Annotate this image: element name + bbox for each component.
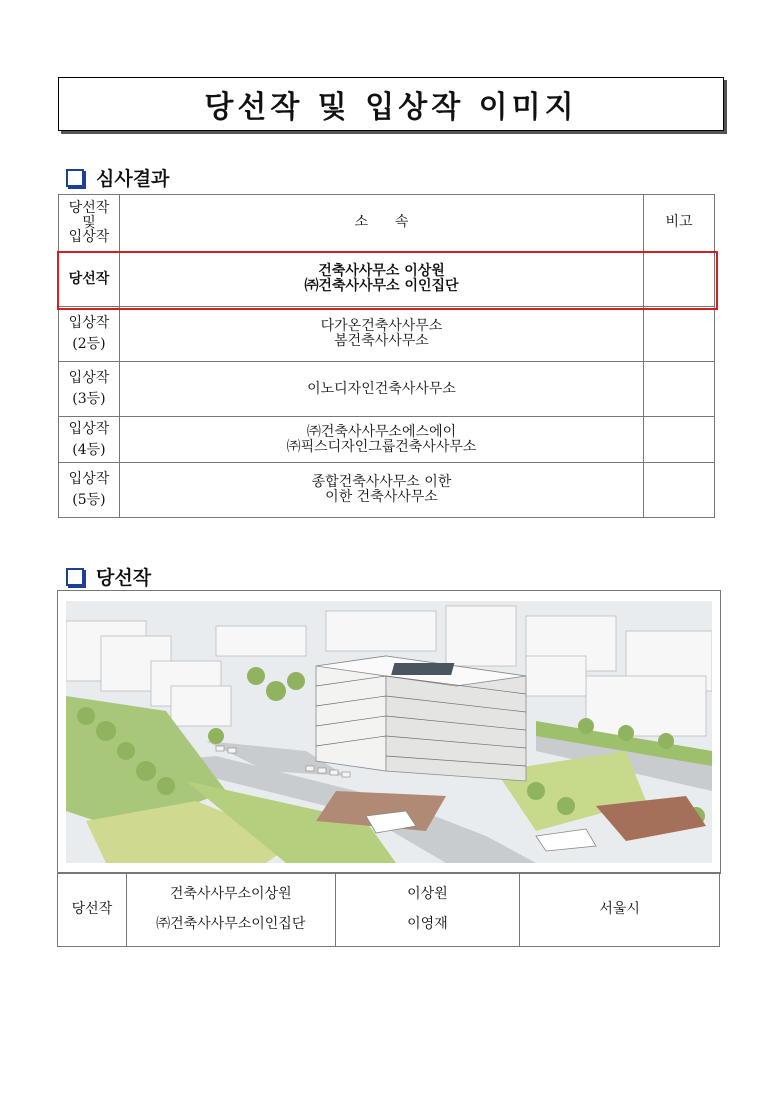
winner-location: 서울시 (520, 873, 720, 947)
table-row (59, 417, 715, 463)
row-note (644, 463, 715, 518)
row-affiliation (119, 307, 643, 362)
row-note (644, 252, 715, 307)
results-header-row (59, 195, 715, 252)
header-rank-line: 당선작 (68, 199, 110, 216)
winner-image-frame (57, 590, 721, 874)
table-row (59, 362, 715, 417)
table-row (59, 463, 715, 518)
header-affiliation-label: 소 속 (354, 214, 409, 231)
row-rank (59, 307, 120, 362)
row-rank (59, 362, 120, 417)
row-rank-line: (5등) (72, 492, 106, 508)
firm-line: ㈜건축사사무소이인집단 (156, 915, 306, 932)
row-rank-line: 입상작 (68, 315, 110, 331)
section-results-heading (66, 164, 169, 191)
row-affiliation (119, 252, 643, 307)
section-results-title: 심사결과 (96, 168, 170, 190)
row-rank-line: 입상작 (68, 420, 110, 437)
section-winner-heading (66, 563, 151, 590)
checkbox-square-icon (66, 568, 84, 586)
results-table (58, 194, 715, 518)
winner-firms (126, 873, 335, 947)
row-rank-line: (3등) (72, 391, 106, 407)
affiliation-line: 봄건축사사무소 (334, 333, 429, 349)
affiliation-line: 종합건축사사무소 이한 (311, 474, 452, 491)
row-rank (59, 463, 120, 518)
table-row (58, 873, 720, 947)
row-note (644, 307, 715, 362)
affiliation-line: 다가온건축사사무소 (320, 318, 443, 335)
affiliation-line: ㈜건축사사무소 이인집단 (304, 278, 459, 294)
affiliation-line: ㈜건축사사무소에스에이 (306, 423, 457, 440)
row-affiliation (119, 463, 643, 518)
page-title: 당선작 및 입상작 이미지 (204, 90, 578, 125)
row-affiliation (119, 417, 643, 463)
header-note: 비고 (644, 195, 715, 252)
section-winner-title: 당선작 (96, 567, 152, 589)
affiliation-line: 건축사사무소 이상원 (318, 263, 445, 280)
row-affiliation (119, 362, 643, 417)
firm-line: 건축사사무소이상원 (169, 886, 292, 903)
table-row (59, 307, 715, 362)
page-title-box (58, 77, 724, 131)
winner-architects (335, 873, 520, 947)
header-rank (59, 195, 120, 252)
row-rank-line: 입상작 (68, 471, 110, 487)
row-note (644, 362, 715, 417)
row-rank-line: 입상작 (68, 370, 110, 386)
row-rank-line: 당선작 (68, 270, 110, 287)
affiliation-line: 이한 건축사사무소 (325, 489, 438, 505)
architect-line: 이영재 (407, 915, 448, 932)
table-row (59, 252, 715, 307)
architect-line: 이상원 (407, 886, 448, 903)
row-note (644, 417, 715, 463)
architectural-rendering-image (66, 601, 712, 863)
checkbox-square-icon (66, 169, 84, 187)
header-affiliation (119, 195, 643, 252)
row-rank-line: (4등) (72, 441, 106, 458)
row-rank-line: (2등) (72, 336, 106, 352)
row-rank (59, 417, 120, 463)
affiliation-line: ㈜픽스디자인그룹건축사사무소 (286, 438, 477, 455)
winner-info-table (57, 872, 720, 947)
affiliation-line: 이노디자인건축사사무소 (307, 380, 456, 397)
winner-label: 당선작 (58, 873, 127, 947)
row-rank (59, 252, 120, 307)
header-rank-line: 및 (82, 214, 96, 231)
header-rank-line: 입상작 (68, 229, 110, 246)
